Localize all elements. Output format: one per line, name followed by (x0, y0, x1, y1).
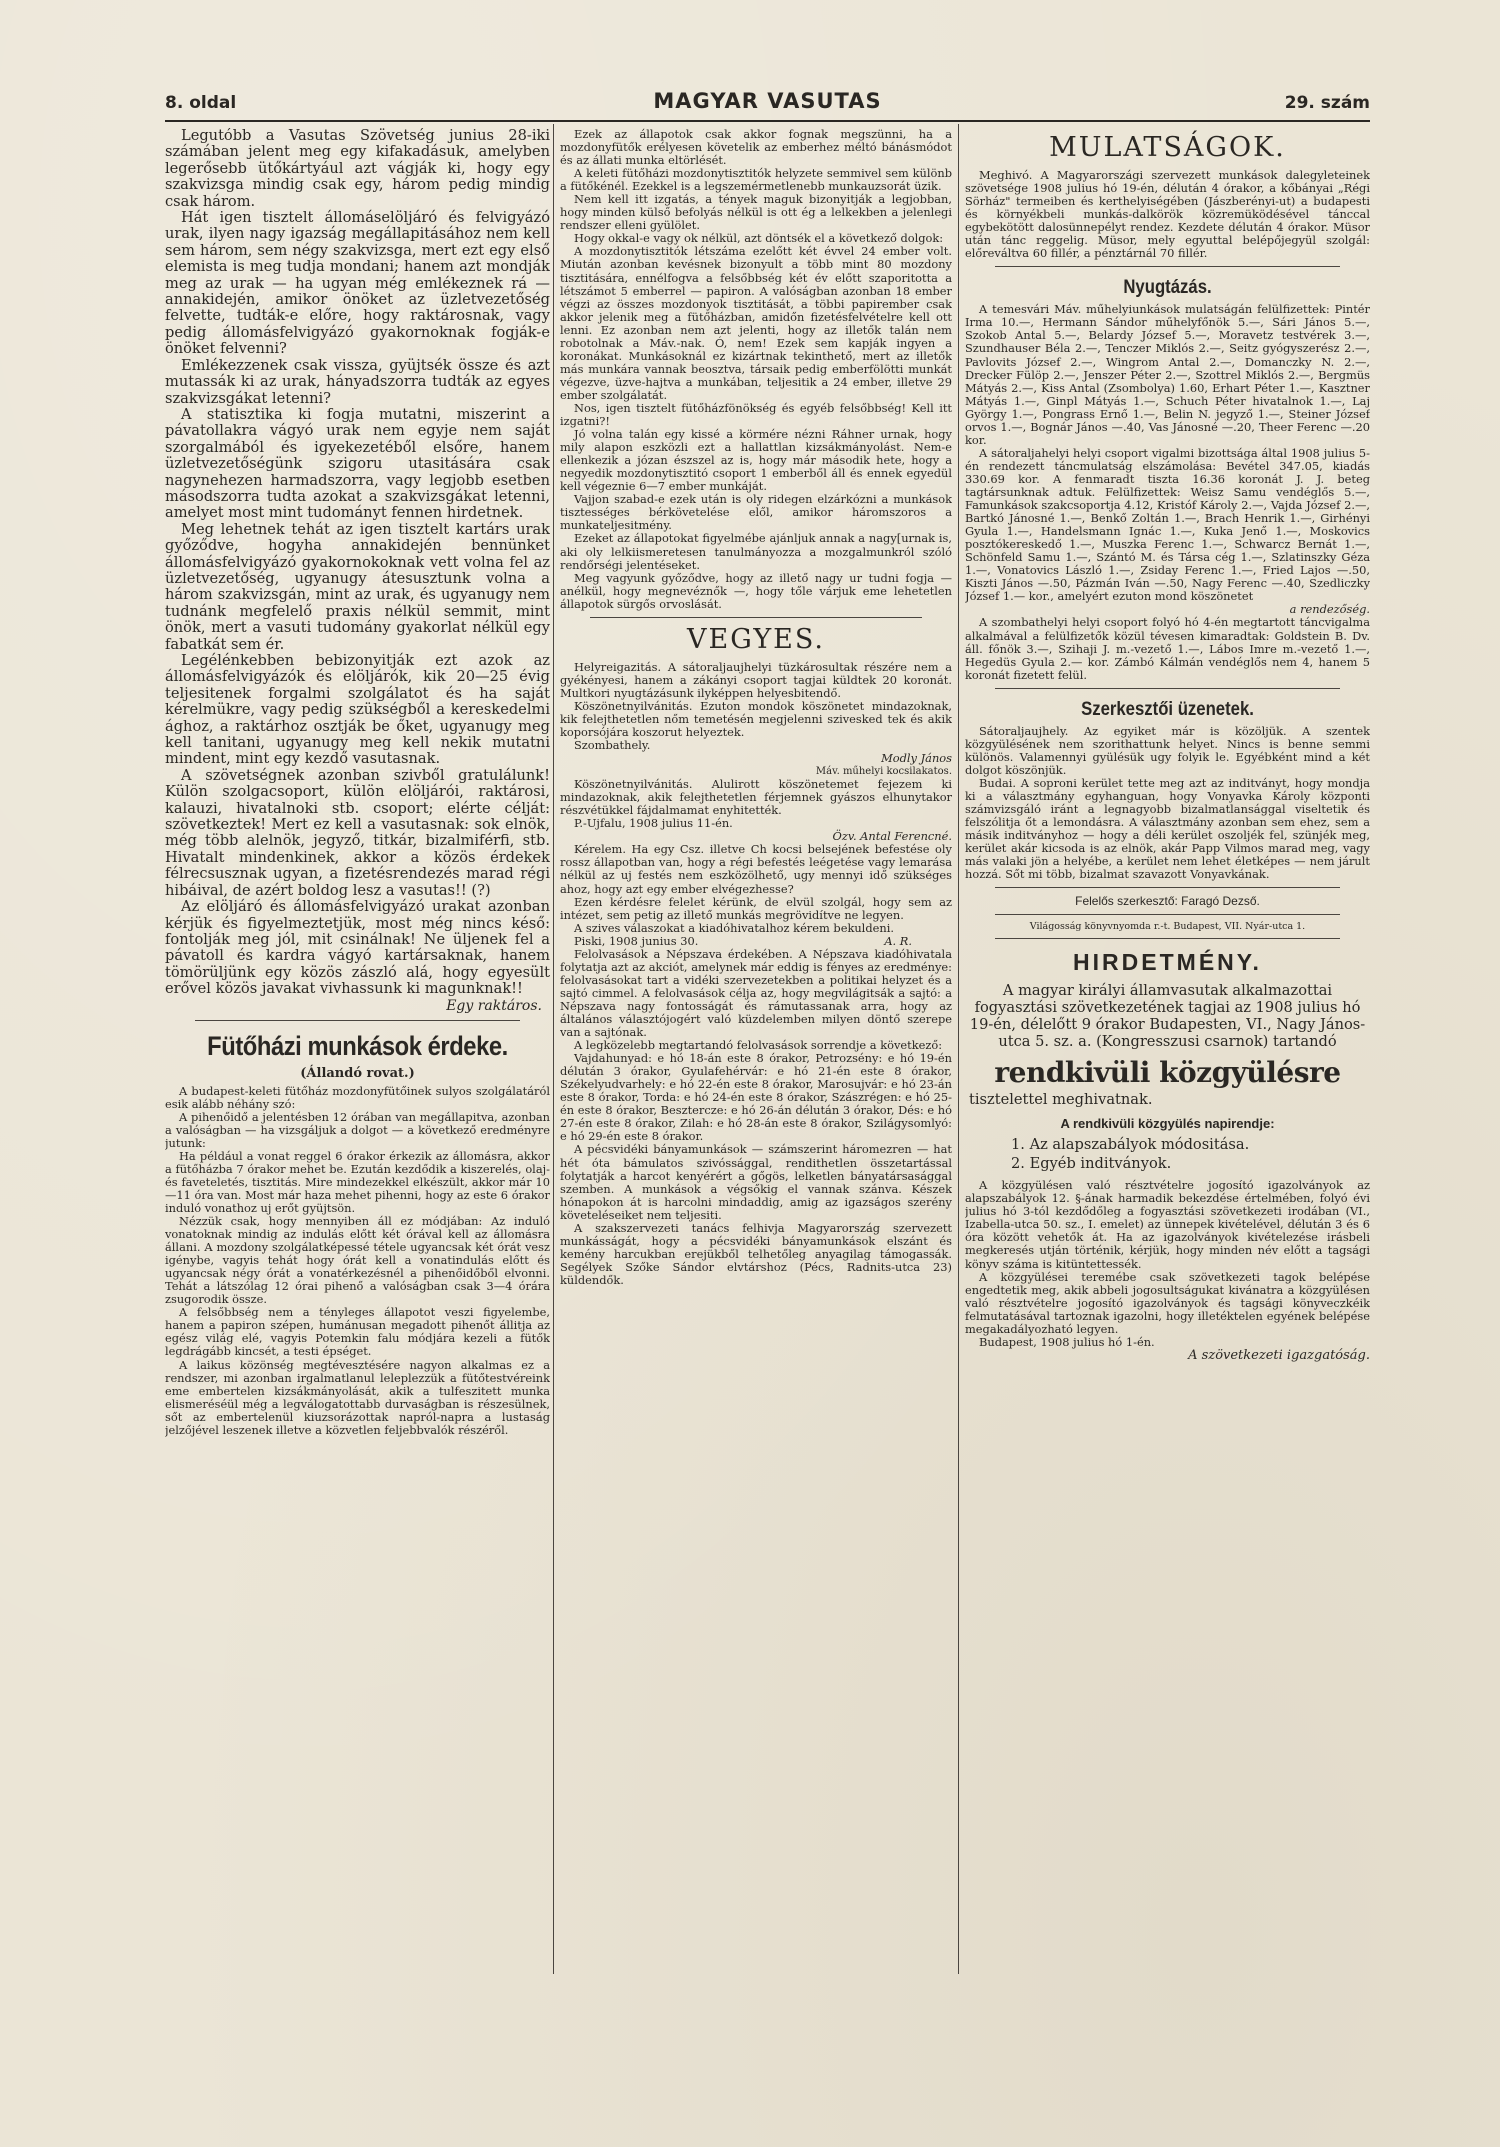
hirdetmeny-title: HIRDETMÉNY. (1073, 949, 1262, 976)
masthead: MAGYAR VASUTAS (653, 89, 882, 113)
signature: Özv. Antal Ferencné. (832, 829, 952, 844)
paragraph: A budapest-keleti fütőház mozdonyfütőinek sulyos szolgálatáról esik alább néhány szó: (165, 1083, 550, 1111)
column-divider-1 (553, 124, 554, 1974)
signature: A. R. (884, 933, 912, 948)
paragraph: Köszönetnyilvánitás. Alulirott köszönetemet fejezem ki mindazoknak, akik felejthetetlen férjemnek gyászos elhunytakor részvétükkel fájdalmamat enyhitették. (560, 777, 952, 818)
divider (195, 1020, 520, 1021)
section-title-vegyes: VEGYES. (687, 623, 825, 655)
signature: a rendezőség. (1289, 602, 1370, 617)
signature: Egy raktáros. (446, 997, 542, 1014)
paragraph: Nézzük csak, hogy mennyiben áll ez módjában: Az induló vonatoknak mindig az indulás előtt két órával kell az állomásra állani. A mozdony szolgálatképessé tétele ugyancsak két órát vesz igénybe, vagyis tehát hogy órát kell a vonatindulás előtt és ugyancsak négy órát a vonatérkezésnél a pihenőidőből elvonni. Tehát a látszólag 12 órai pihenő a valóságban csak 3—4 órára zsugorodik össze. (165, 1214, 550, 1307)
hirdetmeny-intro: A magyar királyi államvasutak alkalmazottai fogyasztási szövetkezetének tagjai az 1908 julius hó 19-én, délelőtt 9 órakor Budapesten, VI., Nagy János-utca 5. sz. a. (Kongresszusi csarnok) tartandó (969, 982, 1366, 1051)
paragraph: Hogy okkal-e vagy ok nélkül, azt döntsék el a következő dolgok: (574, 231, 944, 246)
paragraph: A temesvári Máv. műhelyiunkások mulatságán felülfizettek: Pintér Irma 10.—, Hermann Sándor műhelyfőnök 5.—, Sári János 5.—, Szokob Antal 5.—, Belardy József 5.—, Moravetz testvérek 3.—, Szundhauser Béla 2.—, Tenczer Miklós 2.—, Seitz gyógyszerész 2.—, Pavlovits József 2.—, Wingrom Antal 2.—, Domanczky N. 2.—, Drecker Fülöp 2.—, Jenszer Péter 2.—, Szottrel Miklós 2.—, Bergmüs Mátyás 2.—, Kiss Antal (Zsombolya) 1.60, Erhart Péter 1.—, Kasztner Mátyás 1.—, Ginpl Mátyás 1.—, Schuch Péter hivatalnok 1.—, Laj György 1.—, Pongrass Ernő 1.—, Belin N. jegyző 1.—, Steiner József orvos 1.—, Bognár János —.40, Vas Jánosné —.20, Theer Ferenc —.20 kor. (965, 302, 1370, 447)
section-subtitle: (Állandó rovat.) (300, 1065, 415, 1081)
mulatsagok-items (965, 169, 1370, 260)
paragraph: A szombathelyi helyi csoport folyó hó 4-én megtartott táncvigalma alkalmával a felülfizetők közül tévesen kimaradtak: Goldstein B. Dv. áll. főnök 3.—, Szihaji J. m.-vezető 1.—, Lábos Imre m.-vezető 1.—, Hegedüs Gyula 2.— kor. Zámbó Kálmán vendéglős nem 4, hanem 5 koronát fizetett felül. (965, 615, 1370, 682)
article-continued (560, 128, 952, 611)
vegyes-items (560, 661, 952, 1287)
paragraph: Vajdahunyad: e hó 18-án este 8 órakor, Petrozsény: e hó 19-én délután 3 órakor, Gyulafehérvár: e hó 21-én este 8 órakor, Székelyudvarhely: e hó 22-én este 8 órakor, Marosujvár: e hó 23-án este 8 órakor, Torda: e hó 24-én este 8 órakor, Szászrégen: e hó 25-én este 8 órakor, Besztercze: e hó 26-án délután 3 órakor, Dés: e hó 27-én este 8 órakor, Zilah: e hó 28-án este 8 órakor, Szilágysomlyó: e hó 29-én este 8 órakor. (560, 1051, 952, 1144)
paragraph: Jó volna talán egy kissé a körmére nézni Ráhner urnak, hogy mily alapon eszközli ezt a hallattlan kizsákmányolást. Nem-e ellenkezik a józan észszel az is, hogy már második hete, hogy a negyedik mozdonytisztitó csoport 1 emberből áll és ennek egyedül kell végeznie 6—7 ember munkáját. (560, 427, 952, 494)
section-title-szerkesztoi: Szerkesztői üzenetek. (1081, 698, 1254, 720)
place-signature-line (560, 935, 952, 948)
szerkesztoi-items (965, 725, 1370, 882)
section-title-futohazi: Fütőházi munkások érdeke. (207, 1030, 508, 1061)
place-line: Szombathely. (574, 738, 651, 753)
date-line: Budapest, 1908 julius hó 1-én. (979, 1334, 1155, 1349)
divider (995, 688, 1340, 689)
header-rule (165, 120, 1370, 122)
column-1 (165, 128, 550, 2008)
hirdetmeny-headline: rendkivüli közgyülésre (994, 1056, 1341, 1090)
paragraph: Nem kell itt izgatás, a tények maguk bizonyitják a legjobban, hogy minden külső befolyás nélkül is ott ég a lelkekben a jelenlegi rendszer elleni gyülölet. (560, 192, 952, 233)
paragraph: Sátoraljaujhely. Az egyiket már is közöljük. A szentek közgyülésének nem szorithattunk helyet. Nincs is benne semmi különös. Valamennyi gyülésük ugy folyik le. Egyébként mind a két dolgot köszönjük. (965, 723, 1370, 777)
agenda-item: 1. Az alapszabályok módositása. (1011, 1136, 1250, 1154)
paragraph: A pécsvidéki bányamunkások — számszerint háromezren — hat hét óta bámulatos szivóssággal, rendithetlen összetartással folytatják a harcot kenyérért a gőgös, lelketlen bányatársasággal szemben. A munkások a végsőkig el vannak szánva. Készek hónapokon át is harcolni mindaddig, amig az igazságos szerény követeléseiket nem teljesiti. (560, 1142, 952, 1222)
place-line: P.-Ujfalu, 1908 julius 11-én. (574, 816, 733, 831)
paragraph: A mozdonytisztitók létszáma ezelőtt két évvel 24 ember volt. Miután azonban kevésnek bizonyult a több mint 80 mozdony tisztitására, ennélfogva a felsőbbség két év előtt szaporitotta a létszámot 5 emberrel — papiron. A valóságban azonban 18 ember végzi az összes mozdonyok tisztitását, a többi papirember csak akkor jelenik meg a fütőházban, amidőn fizetésfelvételre kell ott lenni. Ez azonban nem azt jelenti, hogy az illetők talán nem robotolnak a Máv.-nak. Ó, nem! Ezek sem kapják ingyen a koronákat. Munkásoknál ez kizártnak tekinthető, mert az illetők más munkára vannak beosztva, társaik pedig emberfölötti munkát végezve, üzve-hajtva a munkában, teljesitik a 24 ember, illetve 29 ember szolgálatát. (560, 244, 952, 402)
paragraph: Meghivó. A Magyarországi szervezett munkások dalegyleteinek szövetsége 1908 julius hó 19-én, délután 4 órakor, a kőbányai „Régi Sörház" termeiben és kerthelyiségében (Jászberényi-ut) a budapesti és környékbeli munkás-dalkörök közremüködésével tánccal egybekötött dalosünnepélyt rendez. Kezdete délután 4 órakor. Müsor után tánc reggelig. Müsor, mely egyuttal belépőjegyül szolgál: előreváltva 60 fillér, a pénztárnál 70 fillér. (965, 168, 1370, 261)
paragraph: Köszönetnyilvánitás. Ezuton mondok köszönetet mindazoknak, kik felejthetetlen nőm temetésén megjelenni szivesked tek és akik koporsójára koszorut helyeztek. (560, 698, 952, 739)
paragraph: A legközelebb megtartandó felolvasások sorrendje a következő: (574, 1038, 943, 1053)
divider (995, 938, 1340, 939)
responsible-editor: Felelős szerkesztő: Faragó Dezső. (1075, 894, 1260, 909)
hirdetmeny-body (965, 1179, 1370, 1362)
hirdetmeny-invite: tisztelettel meghivatnak. (969, 1091, 1153, 1109)
paragraph: Nos, igen tisztelt fütőházfönökség és egyéb felsőbbség! Kell itt izgatni?! (560, 400, 952, 429)
article-futohazi (165, 1085, 550, 1437)
paragraph: Vajjon szabad-e ezek után is oly ridegen elzárkózni a munkások tisztességes bérkövetelése elől, amikor háromszoros a munkateljesitmény. (560, 492, 952, 533)
paragraph: Az elöljáró és állomásfelvigyázó urakat azonban kérjük és figyelmeztetjük, most még nincs késő: fontolják meg jól, mit csinálnak! Ne üljenek fel a pávatoll és kardra vágyó kartársaknak, hanem tömörüljünk egy közös zászló alá, hogy egyesült erővel közös javakat vivhassunk ki magunknak!! (165, 898, 550, 998)
page-header (165, 89, 1370, 117)
paragraph: Legélénkebben bebizonyitják ezt azok az állomásfelvigyázók és elöljárók, kik 20—25 évig teljesitenek forgalmi szolgálatot és ha saját kérelmükre, vagy pedig szükségből a kereskedelmi ághoz, a raktárhoz osztják be őket, ugyanugy meg kell tanitani, ugyanugy meg kell nekik mutatni mindent, mint egy kezdő vasutasnak. (165, 652, 550, 768)
paragraph: A felsőbbség nem a tényleges állapotot veszi figyelembe, hanem a papiron szépen, humánusan megadott pihenőt állitja az egész világ elé, vagyis Potemkin falu módjára kezeli a fütők legdrágább kincsét, a testi épséget. (165, 1305, 550, 1359)
divider (590, 617, 922, 618)
divider (995, 266, 1340, 267)
printer-line: Világosság könyvnyomda r.-t. Budapest, VII. Nyár-utca 1. (1029, 921, 1306, 933)
paragraph: Budai. A soproni kerület tette meg azt az inditványt, hogy mondja ki a választmány egyhanguan, hogy Vonyavka Károly központi számvizsgáló iránt a legnagyobb bizalmatlansággal viseltetik és felszólitja őt a lemondásra. A választmány azonban sem ehez, sem a másik inditványhoz — hogy a déli kerület oszoljék fel, szünjék meg, kerület akár kicsoda is az elnök, akár Papp Vilmos marad meg, vagy más valaki jön a helyébe, a kerület nem lehet életképes — nem járult hozzá. Sőt mi több, bizalmat szavazott Vonyavkának. (965, 775, 1370, 882)
divider (995, 887, 1340, 888)
divider (995, 914, 1340, 915)
paragraph: Legutóbb a Vasutas Szövetség junius 28-iki számában jelent meg egy kifakadásuk, amelyben legerősebb ütőkártyául azt vágják ki, hogy egy szakvizsga mindig csak egy, három pedig mindig csak három. (165, 128, 550, 210)
paragraph: Kérelem. Ha egy Csz. illetve Ch kocsi belsejének befestése oly rossz állapotban van, hogy a régi befestés leégetése vagy lemarása nélkül az uj festés nem eszközölhető, ugy mennyi idő szükséges ahoz, hogy azt egy ember elvégezhesse? (560, 842, 952, 896)
signature: A szövetkezeti igazgatóság. (1188, 1347, 1370, 1363)
paragraph: A szives válaszokat a kiadóhivatalhoz kérem bekuldeni. (574, 920, 894, 935)
paragraph: A közgyülésen való résztvételre jogosító igazolványok az alapszabályok 12. §-ának harmadik bekezdése értelmében, folyó évi julius hó 3-tól kezdődőleg a fogyasztási szövetkezeti irodában (VI., Izabella-utca 50. sz., I. emelet) az ünnepek kivételével, délután 3 és 6 óra között vehetők át. Ha az igazolványok kivételezése irásbeli megkeresés utján történik, kérjük, hogy minden név előtt a tagsági könyv száma is kitüntettessék. (965, 1178, 1370, 1271)
article-raktaros (165, 128, 550, 1014)
column-2 (560, 128, 952, 2008)
agenda-item: 2. Egyéb inditványok. (1011, 1155, 1172, 1173)
paragraph: A szakszervezeti tanács felhivja Magyarország szervezett munkásságát, hogy a pécsvidéki bányamunkások elszánt és kemény harcukban erejükből telhetőleg anyagilag támogassák. Segélyek Szőke Sándor elvtárshoz (Pécs, Radnits-utca 23) küldendők. (560, 1220, 952, 1287)
signature-title: Máv. műhelyi kocsilakatos. (815, 766, 952, 778)
paragraph: Helyreigazitás. A sátoraljaujhelyi tüzkárosultak részére nem a gyékényesi, hanem a zákányi csoport tagjai küldtek 20 koronát. Multkori nyugtázásunk ilyképpen helyesbitendő. (560, 659, 952, 700)
column-3 (965, 128, 1370, 2008)
agenda-list (965, 1135, 1370, 1173)
paragraph: Hát igen tisztelt állomáselöljáró és felvigyázó urak, ilyen nagy igazság megállapitásához nem kell sem három, sem négy szakvizsga, mert ezt egy első elemista is meg tudja mondani; hanem azt mondják meg az urak — ha ugyan még emlékeznek rá — annakidején, amikor önöket az üzletvezetőség felvette, tudták-e előre, hogy raktárosnak, vagy pedig állomásfelvigyázó gyakornoknak fogják-e önöket felvenni? (165, 209, 550, 358)
paragraph: Ha például a vonat reggel 6 órakor érkezik az állomásra, akkor a fütőházba 7 órakor mehet be. Ezután kezdődik a kiszerelés, olaj- és faveteletés, tisztitás. Mire mindezekkel elkészült, akkor már 10—11 óra van. Most már haza mehet pihenni, hogy az este 6 órakor induló vonathoz uj erőt gyüjtsön. (165, 1148, 550, 1215)
paragraph: Felolvasások a Népszava érdekében. A Népszava kiadóhivatala folytatja azt az akciót, amelynek már eddig is fényes az eredménye: felolvasásokat tart a vidéki szervezetekben a politikai helyzet és a sajtó cimmel. A felolvasások célja az, hogy megvilágitsák a sajtó: a Népszava nagy fontosságát és rámutassanak arra, hogy az általános választójogért való küzdelemben milyen döntő szerepe van a sajtónak. (560, 946, 952, 1040)
paragraph: A sátoraljahelyi helyi csoport vigalmi bizottsága által 1908 julius 5-én rendezett táncmulatság elszámolása: Bevétel 347.05, kiadás 330.69 kor. A fenmaradt tiszta 16.36 koronát J. J. beteg tagtársunknak adtuk. Felülfizettek: Weisz Samu vendéglős 5.—, Famunkások szakcsoportja 4.12, Kristóf Károly 2.—, Vajda József 2.—, Bartkó Jánosné 1.—, Benkő Zoltán 1.—, Brach Henrik 1.—, Girhényi Gyula 1.—, Handelsmann Ignác 1.—, Kuka Jenő 1.—, Moskovics posztókereskedő 1.—, Muszka Ferenc 1.—, Schwarcz Bernát 1.—, Schönfeld Samu 1.—, Szántó M. és Társa cég 1.—, Szlatinszky Géza 1.—, Vonatovics László 1.—, Zsiday Ferenc 1.—, Fried Lajos —.50, Kiszti János —.50, Pázmán Iván —.50, Nagy Ferenc —.40, Szedliczky József 1.— kor., amelyért ezuton mond köszönetet (965, 445, 1370, 604)
paragraph: A közgyülései teremébe csak szövetkezeti tagok belépése engedtetik meg, akik abbeli jogosultságukat kivánatra a közgyülésen való résztvételre jogosító igazolványok és tagsági könyveczkéik felmutatásával tartoznak igazolni, hogy illetéktelen egyének belépése megakadályozható legyen. (965, 1269, 1370, 1336)
paragraph: A laikus közönség megtévesztésére nagyon alkalmas ez a rendszer, mi azonban irgalmatlanul leleplezzük a fütőtestvéreink eme embertelen kizsákmányolását, akik a tulfeszitett munka elismeréséül még a legválogatottabb durvaságban is részesülnek, sőt az embertelenül kiuzsorázottak napról-napra a lustaság jelzőjével leszenek illetve a közvetlen feljebbvalók részéről. (165, 1357, 550, 1437)
paragraph: Meg lehetnek tehát az igen tisztelt kartárs urak győződve, hogyha annakidején bennünket állomásfelvigyázó gyakornokoknak vett volna fel az üzletvezetőség, ugyanugy átesusztunk volna a három szakvizsgán, mint az urak, és ugyanugy nem tudnánk megfelelő praxis nélkül semmit, mint önök, mert a vasuti tudomány gyakorlat nélkül egy fabatkát sem ér. (165, 520, 550, 653)
signature: Modly János (881, 751, 952, 766)
paragraph: A pihenőidő a jelentésben 12 órában van megállapitva, azonban a valóságban — ha vizsgáljuk a dolgot — a következő eredményre jutunk: (165, 1109, 550, 1150)
paragraph: Meg vagyunk győződve, hogy az illető nagy ur tudni fogja — anélkül, hogy megnevéznők —, hogy tőle várjuk eme lehetetlen állapotok sürgős orvoslását. (560, 570, 952, 611)
column-divider-2 (958, 124, 959, 1974)
paragraph: A statisztika ki fogja mutatni, miszerint a pávatollakra vágyó urak nem egyje nem saját szorgalmából és igyekezetéből elsőre, hanem üzletvezetőségünk szigoru utasitására csak nagynehezen harmadszorra, vagy legjobb esetben másodszorra tudta azokat a szakvizsgákat letenni, amelyet most mint tudományt fennen hirdetnek. (165, 405, 550, 522)
paragraph: Ezek az állapotok csak akkor fognak megszünni, ha a mozdonyfütők erélyesen követelik az emberhez méltó bánásmódot és az állati munka eltörlését. (560, 128, 952, 168)
paragraph: Ezeket az állapotokat figyelmébe ajánljuk annak a nagy[urnak is, aki oly lelkiismeretesen tanulmányozza a mozgalmunkról szóló rendőrségi jelentéseket. (560, 531, 952, 572)
issue-number: 29. szám (1284, 93, 1370, 113)
place: Piski, 1908 junius 30. (574, 933, 699, 948)
section-title-mulatsagok: MULATSÁGOK. (1049, 132, 1286, 163)
section-title-nyugtazas: Nyugtázás. (1123, 277, 1212, 299)
paragraph: Emlékezzenek csak vissza, gyüjtsék össze és azt mutassák ki az urak, hányadszorra tudták az egyes szakvizsgákat letenni? (165, 356, 550, 407)
paragraph: Ezen kérdésre felelet kérünk, de elvül szolgál, hogy sem az intézet, sem petig az illető munkás megrövidítve ne legyen. (560, 894, 952, 922)
nyugtazas-items (965, 303, 1370, 681)
agenda-title: A rendkivüli közgyülés napirendje: (1060, 1116, 1275, 1132)
paragraph: A keleti fütőházi mozdonytisztitók helyzete semmivel sem különb a fütőkénél. Ezekkel is a legszemérmetlenebb munkauzsorát üzik. (560, 166, 952, 194)
page-number: 8. oldal (165, 93, 237, 113)
paragraph: A szövetségnek azonban szivből gratulálunk! Külön szolgacsoport, külön elöljárói, raktárosi, kalauzi, hivatalnoki stb. csoport; elérte célját: szövetkeztek! Mert ez kell a vasutasnak: sok elnök, még több alelnök, jegyző, titkár, bizalmiférfi, stb. Hivatalt mindenkinek, akkor a közös érdekek félrecsusznak ugyan, a fizetésrendezés marad régi hibáival, de azért boldog lesz a vasutas!! (?) (165, 766, 550, 899)
